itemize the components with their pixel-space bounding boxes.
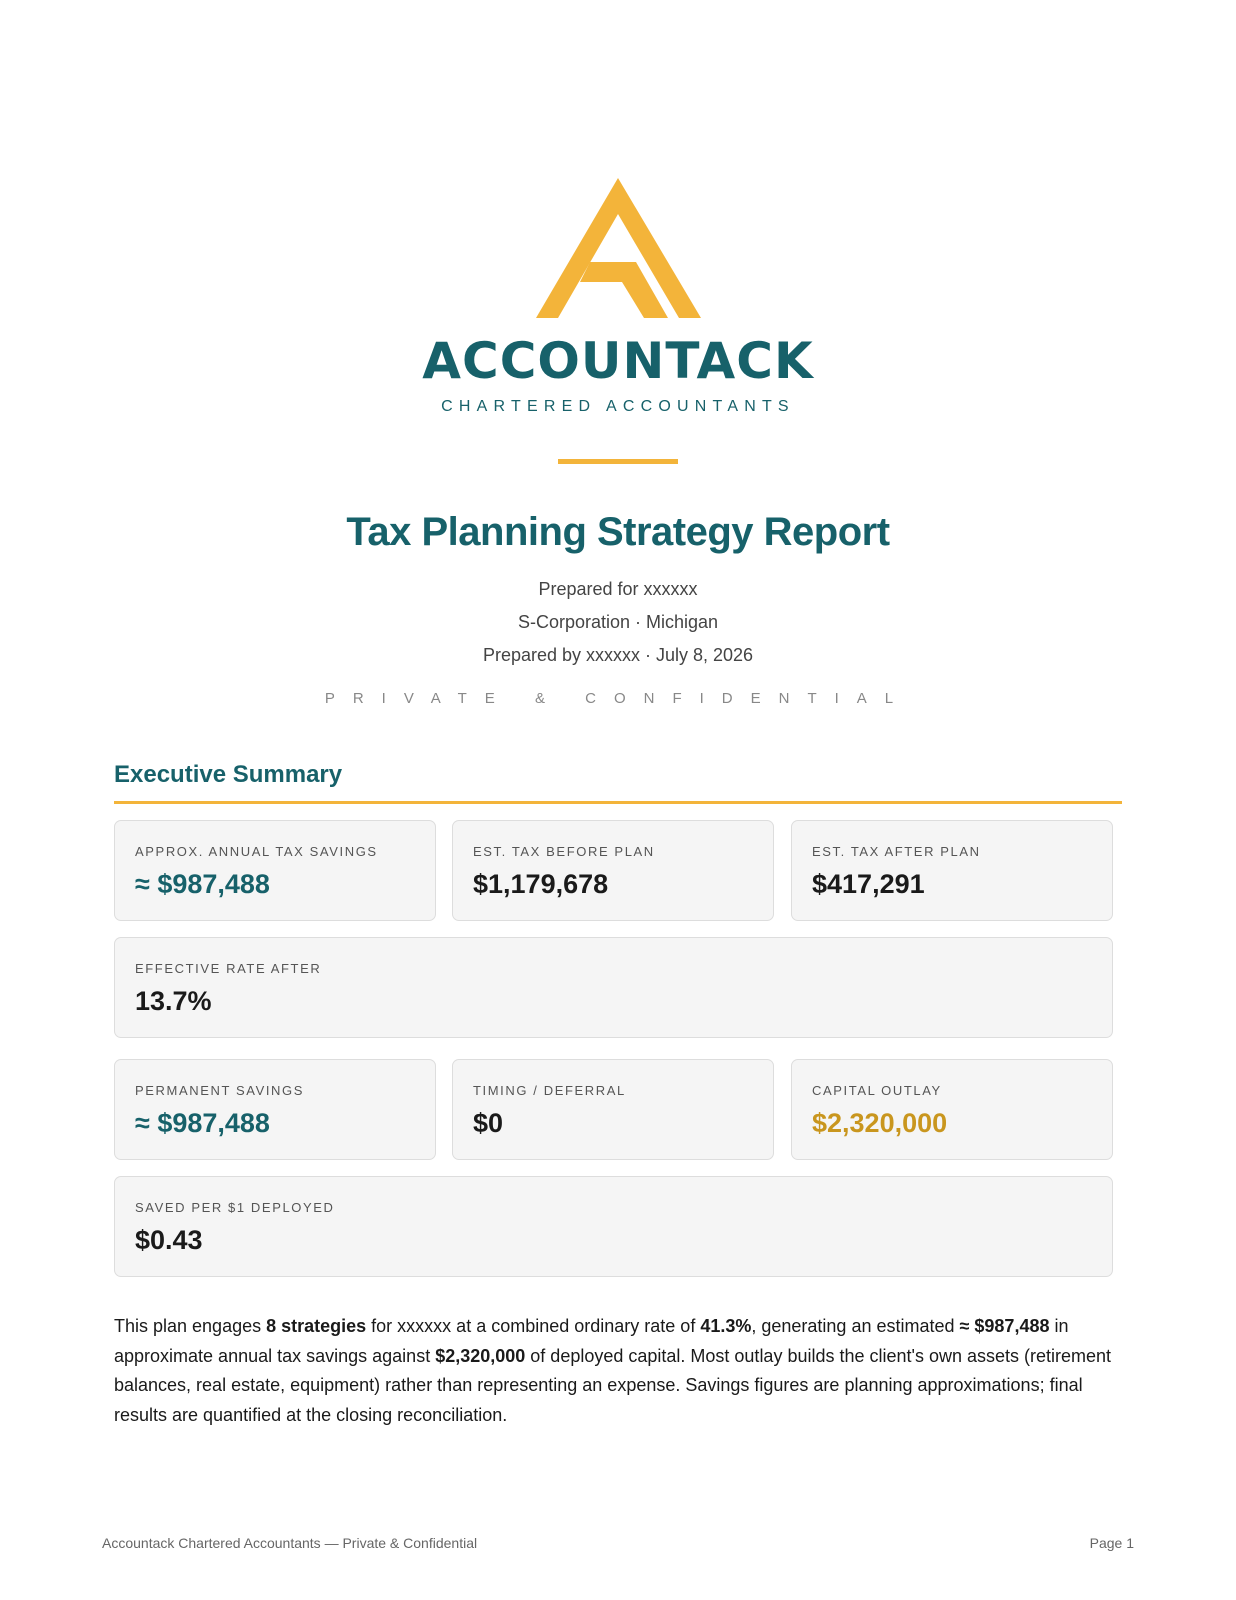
card-value: 13.7% [135,986,212,1016]
footer-text: Accountack Chartered Accountants — Private & Confidential [102,1535,478,1551]
prepared-for: Prepared for xxxxxx [538,579,698,599]
card-label: CAPITAL OUTLAY [812,1083,942,1098]
card-label: PERMANENT SAVINGS [135,1083,305,1098]
page-number: Page 1 [1089,1535,1134,1551]
card-value: $2,320,000 [812,1108,948,1138]
prepared-by: Prepared by xxxxxx · July 8, 2026 [482,645,754,665]
card-saved-per-dollar [114,1176,1113,1277]
card-effective-rate [114,937,1113,1038]
card-tax-before [452,820,774,921]
summary-savings: ≈ $987,488 [959,1316,1050,1336]
card-value: $0.43 [135,1225,203,1255]
card-value: $1,179,678 [473,869,609,899]
summary-text: for xxxxxx at a combined ordinary rate of [366,1316,701,1336]
section-rule [114,801,1122,804]
summary-strategy-count: 8 strategies [266,1316,367,1336]
card-label: EST. TAX BEFORE PLAN [473,844,655,859]
card-capital-outlay [791,1059,1113,1160]
card-value: $0 [473,1108,504,1138]
summary-capital: $2,320,000 [435,1345,526,1366]
confidential-label: PRIVATE & CONFIDENTIAL [324,690,912,707]
card-timing-deferral [452,1059,774,1160]
card-value: ≈ $987,488 [135,869,270,899]
card-label: TIMING / DEFERRAL [473,1083,626,1098]
card-label: EST. TAX AFTER PLAN [812,844,981,859]
card-label: SAVED PER $1 DEPLOYED [135,1200,335,1215]
page-title: Tax Planning Strategy Report [346,510,890,554]
card-annual-savings [114,820,436,921]
card-label: APPROX. ANNUAL TAX SAVINGS [135,844,378,859]
summary-rate: 41.3% [700,1316,752,1336]
triangle-a-logo-icon [528,178,708,326]
card-value: $417,291 [812,869,925,899]
summary-text: in approximate annual tax savings against [114,1316,1069,1366]
card-value: ≈ $987,488 [135,1108,270,1138]
company-logo [0,178,1236,415]
section-heading: Executive Summary [114,761,343,788]
summary-text: This plan engages [114,1316,267,1336]
logo-tagline: CHARTERED ACCOUNTANTS [441,398,795,415]
card-permanent-savings [114,1059,436,1160]
logo-wordmark: ACCOUNTACK [422,332,814,390]
entity-info: S-Corporation · Michigan [517,612,719,632]
summary-paragraph [114,1312,1124,1430]
summary-text: , generating an estimated [751,1316,960,1336]
card-tax-after [791,820,1113,921]
header-divider [558,459,678,464]
card-label: EFFECTIVE RATE AFTER [135,961,322,976]
summary-text: of deployed capital. Most outlay builds the client's own assets (retirement balances, real estate, equipment) rather than representing an expense. Savings figures are planning approximations; final results are quantified at the closing reconciliation. [114,1345,1112,1425]
